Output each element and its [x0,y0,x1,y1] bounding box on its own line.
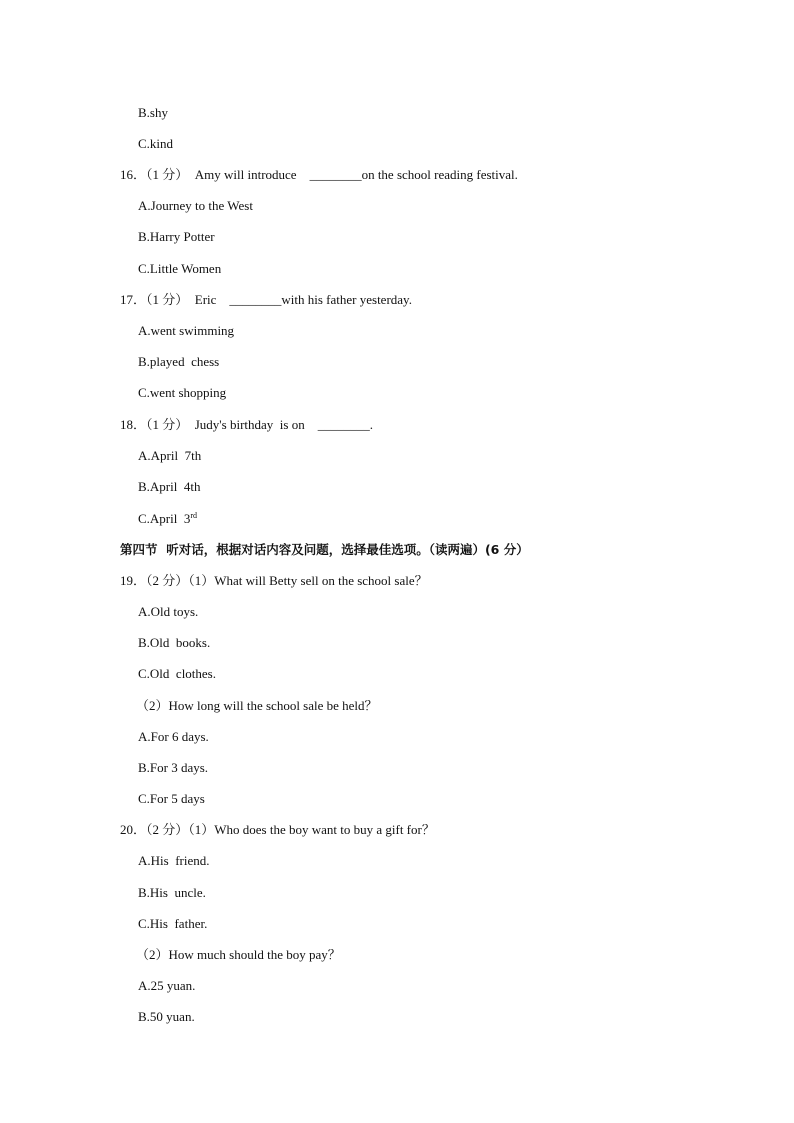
option-line: A.went swimming [138,323,235,338]
ordinal-suffix: rd [190,511,198,520]
option-line: B.For 3 days. [138,760,209,775]
option-line: B.Old books. [138,635,211,650]
question-20: 20．（2 分）（1）Who does the boy want to buy a gift for？ [120,822,435,837]
section-heading: 第四节 听对话，根据对话内容及问题，选择最佳选项。（读两遍）(6 分） [120,542,529,557]
option-line: C.His father. [138,916,208,931]
option-line: C.Little Women [138,261,222,276]
option-line: A.His friend. [138,853,210,868]
option-line: B.shy [138,105,168,120]
question-19: 19．（2 分）（1）What will Betty sell on the school sale？ [120,573,428,588]
option-line [138,511,197,527]
sub-question: （2）How much should the boy pay？ [136,947,341,962]
option-line: A.For 6 days. [138,729,209,744]
option-line: B.played chess [138,354,220,369]
option-line: A.Journey to the West [138,198,253,213]
question-16: 16．（1 分） Amy will introduce ________on the school reading festival. [120,167,518,182]
option-line: C.Old clothes. [138,666,216,681]
option-line: B.50 yuan. [138,1009,195,1024]
option-line: A.25 yuan. [138,978,196,993]
sub-question: （2）How long will the school sale be held？ [136,698,378,713]
option-text: C.April 3 [138,511,191,526]
question-17: 17．（1 分） Eric ________with his father yesterday. [120,292,412,307]
option-line: C.kind [138,136,174,151]
question-18: 18．（1 分） Judy's birthday is on ________. [120,417,373,432]
option-line: C.For 5 days [138,791,205,806]
option-line: B.Harry Potter [138,229,215,244]
option-line: B.His uncle. [138,885,206,900]
option-line: A.April 7th [138,448,202,463]
option-line: B.April 4th [138,479,201,494]
option-line: C.went shopping [138,385,227,400]
option-line: A.Old toys. [138,604,199,619]
